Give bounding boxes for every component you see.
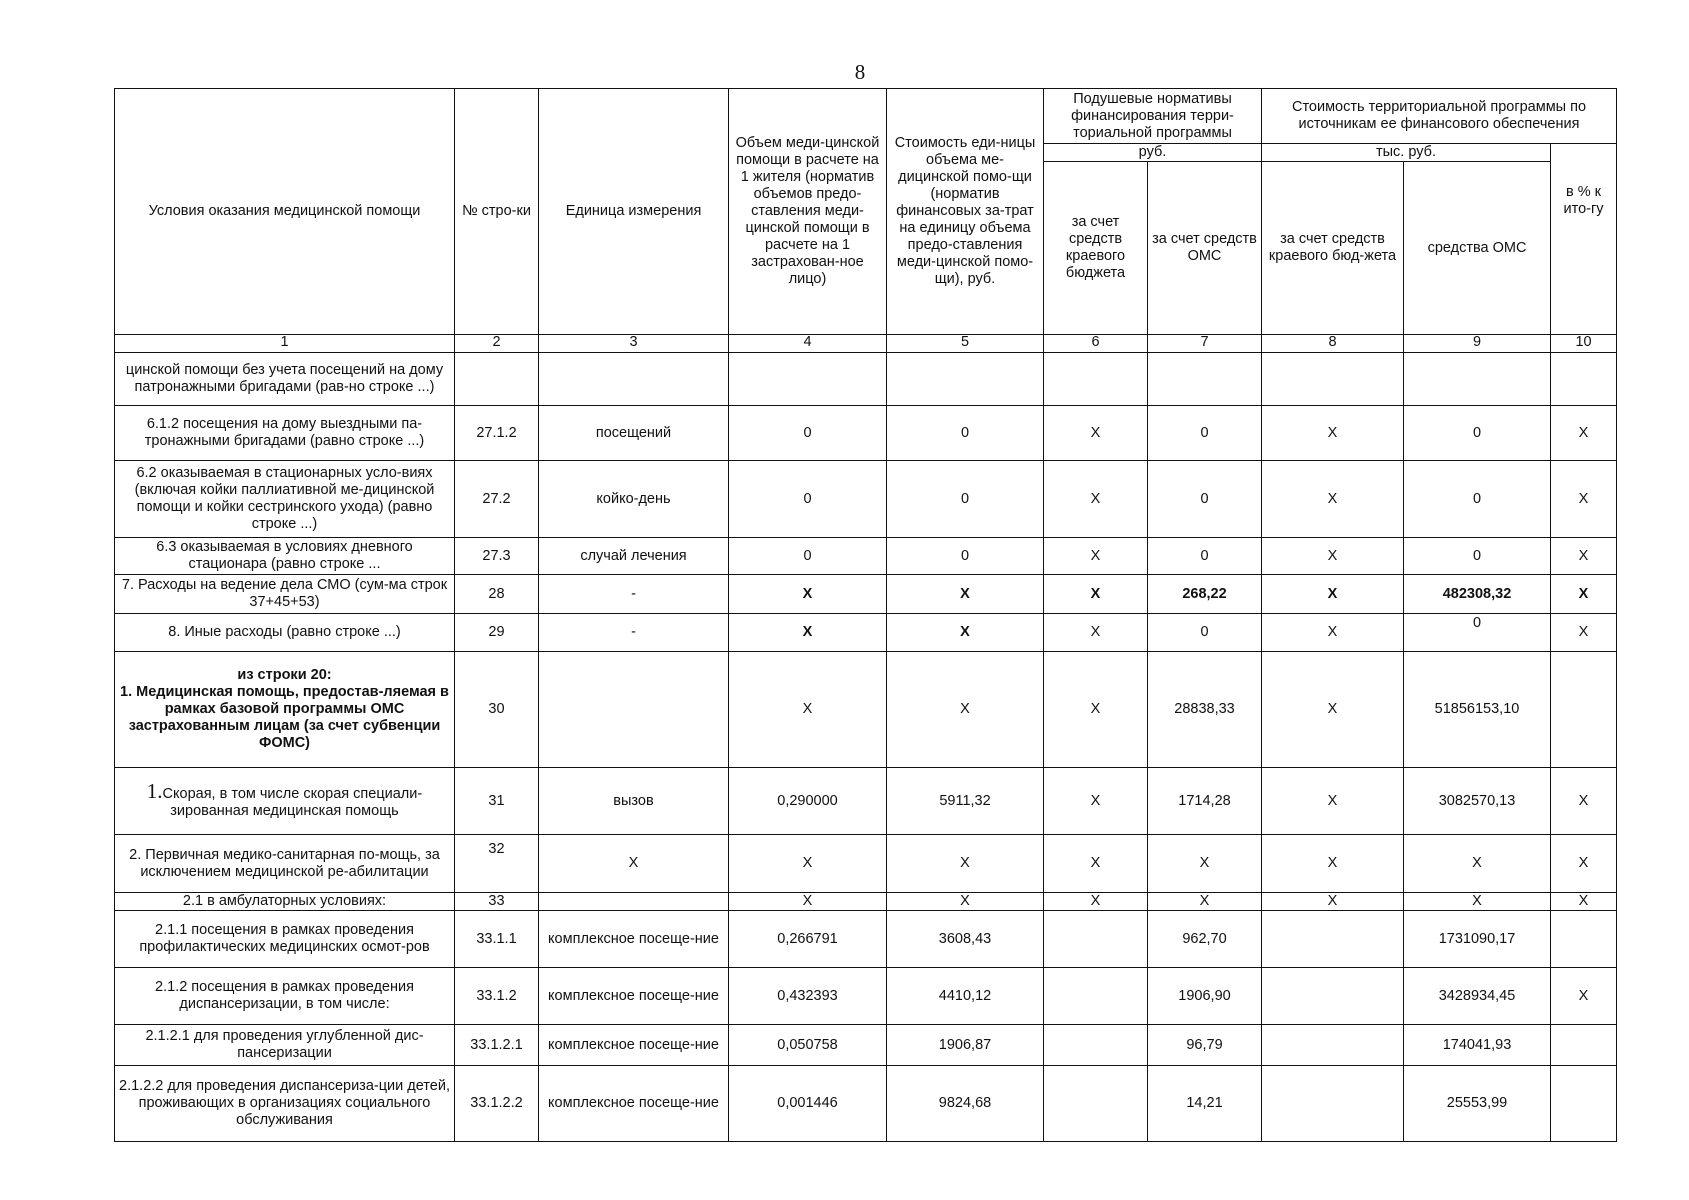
row-regional-budget: Х [1044,652,1148,768]
row-volume: 0,432393 [729,968,887,1025]
row-unit-cost: Х [887,575,1044,614]
row-cost-regional-budget [1262,968,1404,1025]
row-volume: 0 [729,461,887,538]
row-name: из строки 20: 1. Медицинская помощь, предостав-ляемая в рамках базовой программы ОМС застрахованным лицам (за счет субвенции ФОМС) [115,652,455,768]
row-volume: Х [729,893,887,911]
row-cost-regional-budget [1262,911,1404,968]
row-oms: 962,70 [1148,911,1262,968]
row-regional-budget: Х [1044,461,1148,538]
row-percent [1551,911,1617,968]
table-row [115,538,1617,575]
row-cost-regional-budget [1262,353,1404,406]
row-regional-budget: Х [1044,893,1148,911]
table-row [115,614,1617,652]
row-line: 27.3 [455,538,539,575]
table-row [115,461,1617,538]
row-regional-budget: Х [1044,406,1148,461]
row-unit-cost: 1906,87 [887,1025,1044,1066]
row-unit [539,353,729,406]
header-cost-regional-budget: за счет средств краевого бюд-жета [1262,162,1404,335]
col-num-9: 9 [1404,335,1551,353]
row-cost-oms [1404,353,1551,406]
row-line: 33 [455,893,539,911]
row-volume: 0 [729,406,887,461]
row-percent [1551,1025,1617,1066]
row-name: 8. Иные расходы (равно строке ...) [115,614,455,652]
row-percent: Х [1551,614,1617,652]
row-cost-regional-budget [1262,1025,1404,1066]
row-unit-cost: 5911,32 [887,768,1044,835]
row-cost-oms: 51856153,10 [1404,652,1551,768]
row-unit: - [539,575,729,614]
row-regional-budget [1044,911,1148,968]
row-cost-oms: Х [1404,835,1551,893]
row-name: 2.1.2 посещения в рамках проведения диспансеризации, в том числе: [115,968,455,1025]
table-row [115,1066,1617,1142]
row-line: 27.2 [455,461,539,538]
row-cost-regional-budget: Х [1262,893,1404,911]
row-cost-regional-budget: Х [1262,575,1404,614]
row-unit: вызов [539,768,729,835]
row-line: 30 [455,652,539,768]
row-line: 33.1.2.2 [455,1066,539,1142]
header-unit-cost: Стоимость еди-ницы объема ме-дицинской помо-щи (норматив финансовых за-трат на единицу объема предо-ставления меди-цинской помо-щи), руб. [887,89,1044,335]
row-unit [539,652,729,768]
col-num-3: 3 [539,335,729,353]
row-unit-cost: Х [887,652,1044,768]
row-unit-cost: Х [887,893,1044,911]
header-cost-oms: средства ОМС [1404,162,1551,335]
row-cost-regional-budget: Х [1262,768,1404,835]
row-cost-oms: 25553,99 [1404,1066,1551,1142]
row-oms: 0 [1148,538,1262,575]
table-row [115,835,1617,893]
page-number: 8 [854,60,866,84]
header-rub: руб. [1044,144,1262,162]
row-cost-oms: 3428934,45 [1404,968,1551,1025]
row-unit-cost: 3608,43 [887,911,1044,968]
row-cost-oms: 1731090,17 [1404,911,1551,968]
row-volume: Х [729,575,887,614]
row-cost-regional-budget: Х [1262,461,1404,538]
row-unit-cost: 0 [887,461,1044,538]
row-unit: комплексное посеще-ние [539,1025,729,1066]
row-regional-budget [1044,968,1148,1025]
column-numbers-row [115,335,1617,353]
row-unit: случай лечения [539,538,729,575]
row-regional-budget: Х [1044,768,1148,835]
row-volume: Х [729,614,887,652]
col-num-8: 8 [1262,335,1404,353]
header-thousand-rub: тыс. руб. [1262,144,1551,162]
row-volume [729,353,887,406]
row-percent [1551,353,1617,406]
row-unit: комплексное посеще-ние [539,911,729,968]
table-row [115,768,1617,835]
row-cost-regional-budget: Х [1262,538,1404,575]
row-line: 33.1.2.1 [455,1025,539,1066]
row-line: 33.1.2 [455,968,539,1025]
row-cost-regional-budget: Х [1262,835,1404,893]
row-name: 6.2 оказываемая в стационарных усло-виях (включая койки паллиативной ме-дицинской помощи и койки сестринского ухода) (равно строке ...) [115,461,455,538]
col-num-4: 4 [729,335,887,353]
row-unit: комплексное посеще-ние [539,968,729,1025]
row-oms: 1714,28 [1148,768,1262,835]
header-regional-budget: за счет средств краевого бюджета [1044,162,1148,335]
row-name: цинской помощи без учета посещений на дому патронажными бригадами (рав-но строке ...) [115,353,455,406]
row-oms: 28838,33 [1148,652,1262,768]
row-regional-budget [1044,353,1148,406]
row-name: 2.1 в амбулаторных условиях: [115,893,455,911]
row-regional-budget: Х [1044,575,1148,614]
row-unit: комплексное посеще-ние [539,1066,729,1142]
row-oms: Х [1148,835,1262,893]
header-unit: Единица измерения [539,89,729,335]
row-unit: посещений [539,406,729,461]
row-cost-oms: 0 [1404,538,1551,575]
row-unit [539,893,729,911]
row-volume: 0,290000 [729,768,887,835]
row-volume: Х [729,652,887,768]
table-row [115,406,1617,461]
table-row [115,1025,1617,1066]
row-unit-cost [887,353,1044,406]
row-unit: койко-день [539,461,729,538]
row-percent: Х [1551,835,1617,893]
row-percent: Х [1551,768,1617,835]
row-regional-budget [1044,1025,1148,1066]
row-percent: Х [1551,461,1617,538]
row-percent: Х [1551,575,1617,614]
row-cost-oms: 0 [1404,461,1551,538]
row-oms: 14,21 [1148,1066,1262,1142]
row-line: 31 [455,768,539,835]
header-percent: в % к ито-гу [1551,144,1617,335]
row-unit: Х [539,835,729,893]
row-name: 2.1.2.2 для проведения диспансериза-ции детей, проживающих в организациях социального обслуживания [115,1066,455,1142]
row-line [455,353,539,406]
row-name: 2. Первичная медико-санитарная по-мощь, за исключением медицинской ре-абилитации [115,835,455,893]
col-num-1: 1 [115,335,455,353]
row-cost-regional-budget: Х [1262,406,1404,461]
row-percent: Х [1551,406,1617,461]
row-oms: 0 [1148,614,1262,652]
header-volume: Объем меди-цинской помощи в расчете на 1 жителя (норматив объемов предо-ставления меди-цинской помощи в расчете на 1 застрахован-ное лицо) [729,89,887,335]
col-num-6: 6 [1044,335,1148,353]
row-name: 2.1.1 посещения в рамках проведения профилактических медицинских осмот-ров [115,911,455,968]
row-cost-regional-budget: Х [1262,652,1404,768]
header-oms: за счет средств ОМС [1148,162,1262,335]
table-row [115,893,1617,911]
row-volume: 0 [729,538,887,575]
row-line: 32 [455,835,539,893]
header-program-cost: Стоимость территориальной программы по источникам ее финансового обеспечения [1262,89,1617,144]
header-conditions: Условия оказания медицинской помощи [115,89,455,335]
row-unit: - [539,614,729,652]
row-oms: 0 [1148,406,1262,461]
row-cost-oms: Х [1404,893,1551,911]
row-cost-oms: 0 [1404,614,1551,652]
row-cost-regional-budget: Х [1262,614,1404,652]
table-row [115,575,1617,614]
row-oms: 268,22 [1148,575,1262,614]
financing-table [114,88,1617,1142]
header-per-capita: Подушевые нормативы финансирования терри-ториальной программы [1044,89,1262,144]
row-cost-regional-budget [1262,1066,1404,1142]
row-oms [1148,353,1262,406]
col-num-2: 2 [455,335,539,353]
row-regional-budget [1044,1066,1148,1142]
header-row-1 [115,89,1617,144]
table-row [115,652,1617,768]
row-unit-cost: 4410,12 [887,968,1044,1025]
table-row [115,968,1617,1025]
row-regional-budget: Х [1044,835,1148,893]
row-percent [1551,1066,1617,1142]
row-line: 28 [455,575,539,614]
table-row [115,911,1617,968]
col-num-10: 10 [1551,335,1617,353]
row-unit-cost: 9824,68 [887,1066,1044,1142]
row-name: 6.1.2 посещения на дому выездными па-тронажными бригадами (равно строке ...) [115,406,455,461]
table-row [115,353,1617,406]
row-line: 33.1.1 [455,911,539,968]
col-num-5: 5 [887,335,1044,353]
row-volume: Х [729,835,887,893]
row-percent: Х [1551,893,1617,911]
row-unit-cost: Х [887,835,1044,893]
row-volume: 0,050758 [729,1025,887,1066]
row-regional-budget: Х [1044,614,1148,652]
row-unit-cost: 0 [887,406,1044,461]
row-name: 6.3 оказываемая в условиях дневного стационара (равно строке ... [115,538,455,575]
col-num-7: 7 [1148,335,1262,353]
row-oms: 0 [1148,461,1262,538]
row-name: 2.1.2.1 для проведения углубленной дис-пансеризации [115,1025,455,1066]
row-percent [1551,652,1617,768]
row-cost-oms: 3082570,13 [1404,768,1551,835]
row-line: 27.1.2 [455,406,539,461]
row-percent: Х [1551,538,1617,575]
row-unit-cost: Х [887,614,1044,652]
row-oms: 96,79 [1148,1025,1262,1066]
header-line-number: № стро-ки [455,89,539,335]
row-name-text: Скорая, в том числе скорая специали-зированная медицинская помощь [162,785,423,819]
row-name [115,768,455,835]
row-name: 7. Расходы на ведение дела СМО (сум-ма строк 37+45+53) [115,575,455,614]
row-volume: 0,001446 [729,1066,887,1142]
row-oms: 1906,90 [1148,968,1262,1025]
row-percent: Х [1551,968,1617,1025]
row-cost-oms: 174041,93 [1404,1025,1551,1066]
row-line: 29 [455,614,539,652]
row-oms: Х [1148,893,1262,911]
row-regional-budget: Х [1044,538,1148,575]
row-name-number: 1. [146,778,163,803]
row-unit-cost: 0 [887,538,1044,575]
row-cost-oms: 482308,32 [1404,575,1551,614]
row-volume: 0,266791 [729,911,887,968]
row-cost-oms: 0 [1404,406,1551,461]
